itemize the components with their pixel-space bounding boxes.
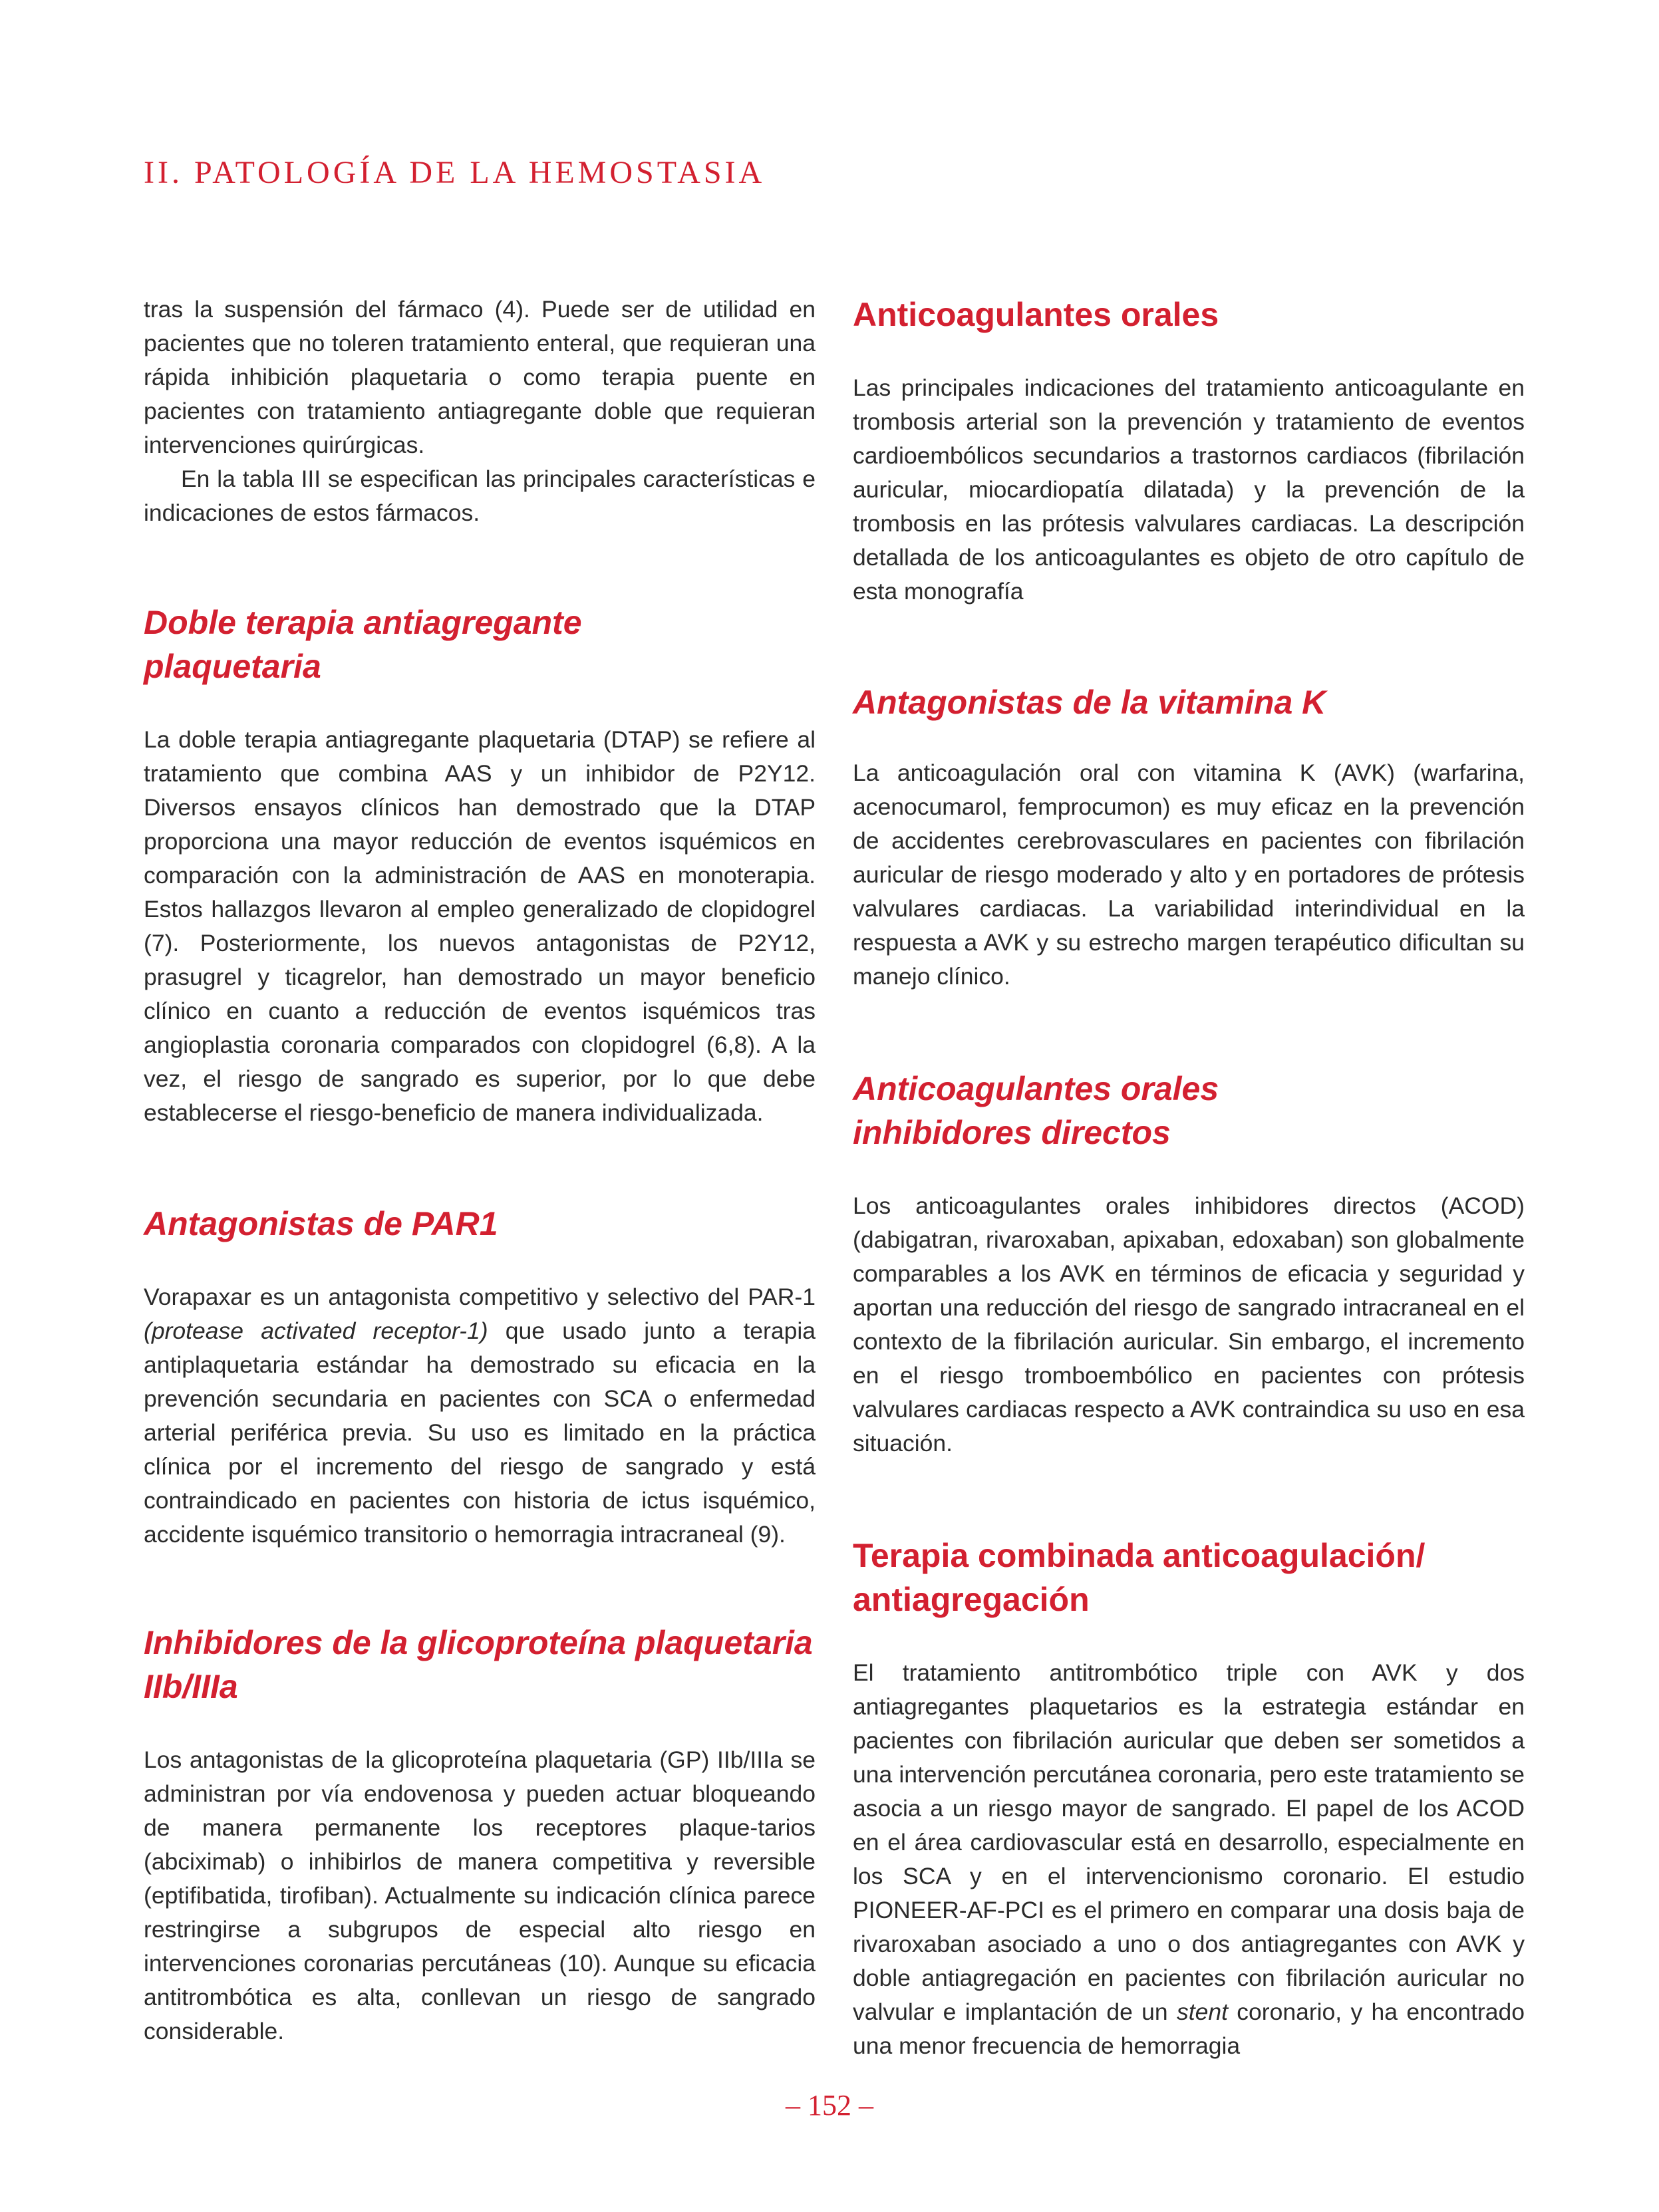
right-column	[853, 293, 1525, 2063]
section-heading-anticoagulantes: Anticoagulantes orales	[853, 296, 1219, 333]
paragraph: La doble terapia antiagregante plaquetaria (DTAP) se refiere al tratamiento que combina AAS y un inhibidor de P2Y12. Diversos ensayos clínicos han demostrado que la DTAP proporciona una mayor reducción de eventos isquémicos en comparación con la administración de AAS en monoterapia. Estos hallazgos llevaron al empleo generalizado de clopidogrel (7). Posteriormente, los nuevos antagonistas de P2Y12, prasugrel y ticagrelor, han demostrado un mayor beneficio clínico en cuanto a reducción de eventos isquémicos tras angioplastia coronaria comparados con clopidogrel (6,8). A la vez, el riesgo de sangrado es superior, por lo que debe establecerse el riesgo-beneficio de manera individualizada.	[144, 726, 816, 1126]
paragraph: En la tabla III se especifican las principales características e indicaciones de estos fármacos.	[144, 466, 816, 526]
paragraph: Los anticoagulantes orales inhibidores directos (ACOD) (dabigatran, rivaroxaban, apixaban, edoxaban) son globalmente comparables a los AVK en términos de eficacia y seguridad y aportan una reducción del riesgo de sangrado intracraneal en el contexto de la fibrilación auricular. Sin embargo, el incremento en el riesgo tromboembólico en pacientes con prótesis valvulares cardiacas respecto a AVK contraindica su uso en esa situación.	[853, 1192, 1525, 1456]
section-heading-terapia-combinada: Terapia combinada anticoagulación/ antiagregación	[853, 1537, 1426, 1618]
section-heading-gp: Inhibidores de la glicoproteína plaquetaria IIb/IIIa	[144, 1624, 813, 1705]
running-title: II. PATOLOGÍA DE LA HEMOSTASIA	[144, 155, 766, 190]
paragraph: Las principales indicaciones del tratamiento anticoagulante en trombosis arterial son la prevención y tratamiento de eventos cardioembólicos secundarios a trastornos cardiacos (fibrilación auricular, miocardiopatía dilatada) y la prevención de la trombosis en las prótesis valvulares cardiacas. La descripción detallada de los anticoagulantes es objeto de otro capítulo de esta monografía	[853, 374, 1525, 605]
paragraph: tras la suspensión del fármaco (4). Puede ser de utilidad en pacientes que no toleren tratamiento enteral, que requieran una rápida inhibición plaquetaria o como terapia puente en pacientes con tratamiento antiagregante doble que requieran intervenciones quirúrgicas.	[144, 296, 816, 458]
page-number: – 152 –	[786, 2089, 873, 2122]
section-heading-par1: Antagonistas de PAR1	[144, 1205, 498, 1242]
text-run: que usado junto a terapia antiplaquetaria estándar ha demostrado su eficacia en la prevención secundaria en pacientes con SCA o enfermedad arterial periférica previa. Su uso es limitado en la práctica clínica por el incremento del riesgo de sangrado y está contraindicado en pacientes con historia de ictus isquémico, accidente isquémico transitorio o hemorragia intracraneal (9).	[144, 1317, 816, 1548]
paragraph: Los antagonistas de la glicoproteína plaquetaria (GP) IIb/IIIa se administran por vía endovenosa y pueden actuar bloqueando de manera permanente los receptores plaque-tarios (abciximab) o inhibirlos de manera competitiva y reversible (eptifibatida, tirofiban). Actualmente su indicación clínica parece restringirse a subgrupos de especial alto riesgo en intervenciones coronarias percutáneas (10). Aunque su eficacia antitrombótica es alta, conllevan un riesgo de sangrado considerable.	[144, 1746, 816, 2044]
text-run: coronario, y ha encontrado una menor frecuencia de hemorragia	[853, 1999, 1525, 2059]
text-run: Vorapaxar es un antagonista competitivo y selectivo del PAR-1	[144, 1284, 816, 1310]
section-heading-avk: Antagonistas de la vitamina K	[853, 684, 1326, 721]
text-run: El tratamiento antitrombótico triple con AVK y dos antiagregantes plaquetarios es la estrategia estándar en pacientes con fibrilación auricular que deben ser sometidos a una intervención percutánea coronaria, pero este tratamiento se asocia a un riesgo mayor de sangrado. El papel de los ACOD en el área cardiovascular está en desarrollo, especialmente en los SCA y en el intervencionismo coronario. El estudio PIONEER-AF-PCI es el primero en comparar una dosis baja de rivaroxaban asociado a uno o dos antiagregantes con AVK y doble antiagregación en pacientes con fibrilación auricular no valvular e implantación de un	[853, 1659, 1525, 2025]
paragraph: La anticoagulación oral con vitamina K (AVK) (warfarina, acenocumarol, femprocumon) es muy eficaz en la prevención de accidentes cerebrovasculares en pacientes con fibrilación auricular de riesgo moderado y alto y en portadores de prótesis valvulares cardiacas. La variabilidad interindividual en la respuesta a AVK y su estrecho margen terapéutico dificultan su manejo clínico.	[853, 760, 1525, 990]
paragraph	[853, 1656, 1525, 2063]
section-heading-dtap: Doble terapia antiagregante plaquetaria	[144, 604, 582, 685]
italic-term: stent	[1176, 1999, 1228, 2025]
italic-term: (protease activated receptor-1)	[144, 1317, 488, 1344]
left-column	[144, 293, 816, 2048]
paragraph	[144, 1280, 816, 1552]
section-heading-acod: Anticoagulantes orales inhibidores directos	[853, 1070, 1219, 1151]
